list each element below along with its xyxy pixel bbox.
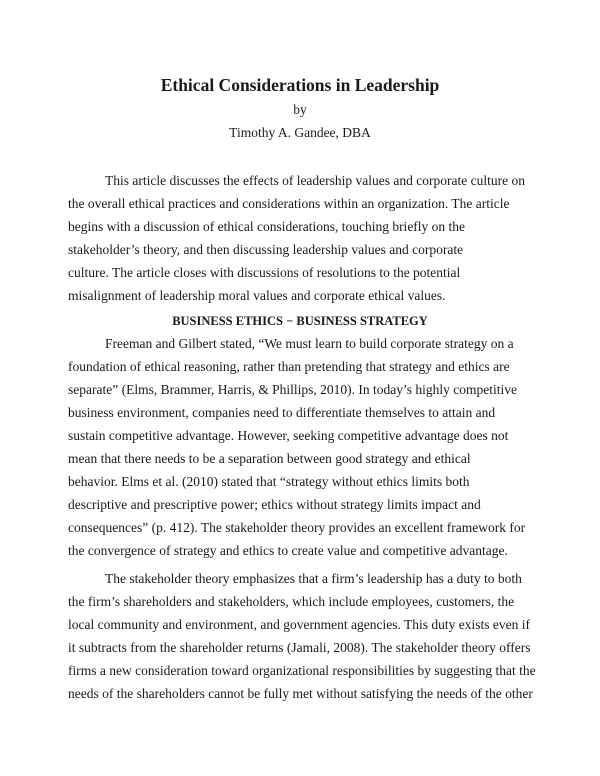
abstract-line: the overall ethical practices and considerations within an organization. The article <box>68 196 510 211</box>
section-heading: BUSINESS ETHICS − BUSINESS STRATEGY <box>172 314 428 328</box>
paragraph-line: Freeman and Gilbert stated, “We must learn to build corporate strategy on a <box>105 336 514 351</box>
paragraph-line: business environment, companies need to differentiate themselves to attain and <box>68 405 496 420</box>
paragraph-line: needs of the shareholders cannot be fully met without satisfying the needs of the other <box>68 686 533 701</box>
paragraph-line: consequences” (p. 412). The stakeholder theory provides an excellent framework for <box>68 520 526 535</box>
paragraph-line: descriptive and prescriptive power; ethics without strategy limits impact and <box>68 497 481 512</box>
paragraph-line: The stakeholder theory emphasizes that a firm’s leadership has a duty to both <box>105 571 522 586</box>
abstract-line: misalignment of leadership moral values and corporate ethical values. <box>68 288 446 303</box>
paragraph-line: separate” (Elms, Brammer, Harris, & Phillips, 2010). In today’s highly competitive <box>68 382 517 397</box>
abstract-line: begins with a discussion of ethical considerations, touching briefly on the <box>68 219 466 234</box>
abstract-line: This article discusses the effects of leadership values and corporate culture on <box>105 173 525 188</box>
paragraph-line: the firm’s shareholders and stakeholders, which include employees, customers, the <box>68 594 515 609</box>
paragraph-line: sustain competitive advantage. However, seeking competitive advantage does not <box>68 428 509 443</box>
paragraph-line: local community and environment, and government agencies. This duty exists even if <box>68 617 531 632</box>
author-name: Timothy A. Gandee, DBA <box>229 125 371 140</box>
paragraph-line: firms a new consideration toward organizational responsibilities by suggesting that the <box>68 663 536 678</box>
paragraph-line: behavior. Elms et al. (2010) stated that “strategy without ethics limits both <box>68 474 470 489</box>
paragraph-line: foundation of ethical reasoning, rather than pretending that strategy and ethics are <box>68 359 510 374</box>
abstract-line: stakeholder’s theory, and then discussing leadership values and corporate <box>68 242 464 257</box>
paragraph-line: it subtracts from the shareholder returns (Jamali, 2008). The stakeholder theory offers <box>68 640 531 655</box>
abstract-line: culture. The article closes with discussions of resolutions to the potential <box>68 265 461 280</box>
document-title: Ethical Considerations in Leadership <box>160 75 440 95</box>
paragraph-line: mean that there needs to be a separation between good strategy and ethical <box>68 451 471 466</box>
byline: by <box>293 102 307 117</box>
paragraph-line: the convergence of strategy and ethics to create value and competitive advantage. <box>68 543 508 558</box>
